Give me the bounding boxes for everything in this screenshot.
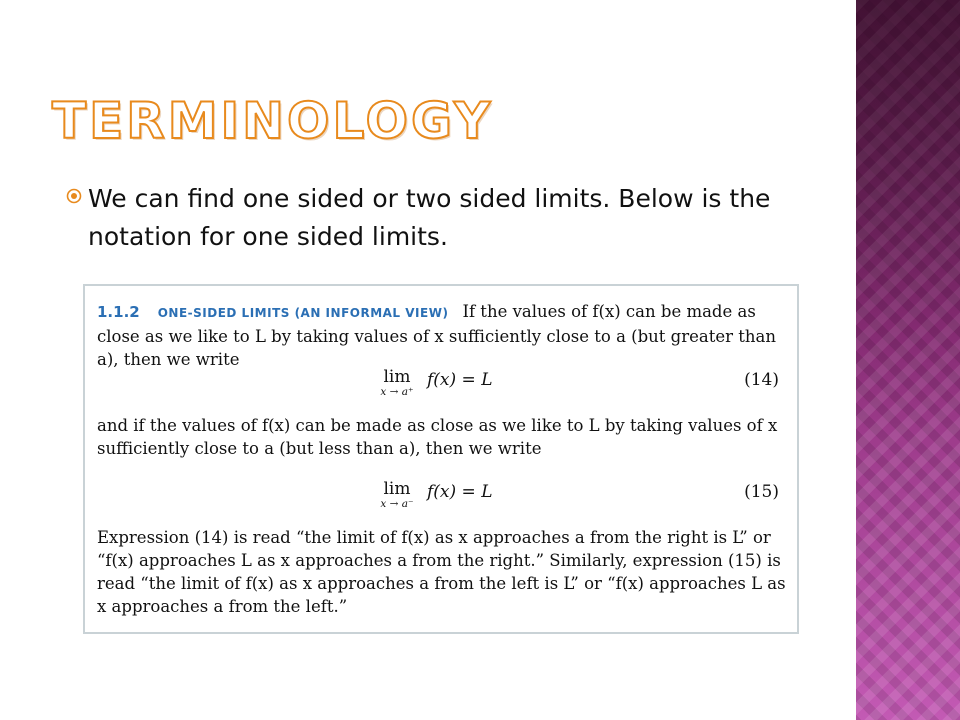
paragraph-definition-left: and if the values of f(x) can be made as close as we like to L by taking values of x sufficiently close to a (but less than a), then we write xyxy=(97,416,778,458)
bullet-list xyxy=(60,180,840,256)
limit-operator: lim x → a⁻ xyxy=(377,480,417,510)
paragraph-reading: Expression (14) is read “the limit of f(x) as x approaches a from the right is L” or “f(x) approaches L as x approaches a from the right.” Similarly, expression (15) is read “the limit of f(x) as x approaches a from the left is L” or “f(x) approaches L as x approaches a from the left.” xyxy=(97,528,786,616)
bullet-text: We can find one sided or two sided limits. Below is the notation for one sided limits. xyxy=(88,184,771,251)
target-circle-icon xyxy=(60,188,88,204)
textbook-excerpt xyxy=(83,284,799,634)
equation-body: f(x) = L xyxy=(427,370,493,390)
bullet-item xyxy=(60,180,840,256)
paragraph-text: If the values of f(x) can be made as close as we like to L by taking values of x sufficiently close to a (but greater than a), then we write xyxy=(97,302,776,369)
slide-title: TERMINOLOGY xyxy=(52,92,494,150)
limit-subscript: x → a⁻ xyxy=(380,498,414,510)
equation-number: (15) xyxy=(744,482,779,502)
section-number: 1.1.2 xyxy=(97,303,140,321)
paragraph-definition-right xyxy=(97,300,787,371)
equation-body: f(x) = L xyxy=(427,482,493,502)
section-title: ONE-SIDED LIMITS (AN INFORMAL VIEW) xyxy=(157,306,449,320)
equation-14 xyxy=(97,366,787,402)
decorative-sidebar xyxy=(856,0,960,720)
equation-number: (14) xyxy=(744,370,779,390)
limit-operator: lim x → a⁺ xyxy=(377,368,417,398)
equation-15 xyxy=(97,478,787,514)
limit-subscript: x → a⁺ xyxy=(380,386,414,398)
